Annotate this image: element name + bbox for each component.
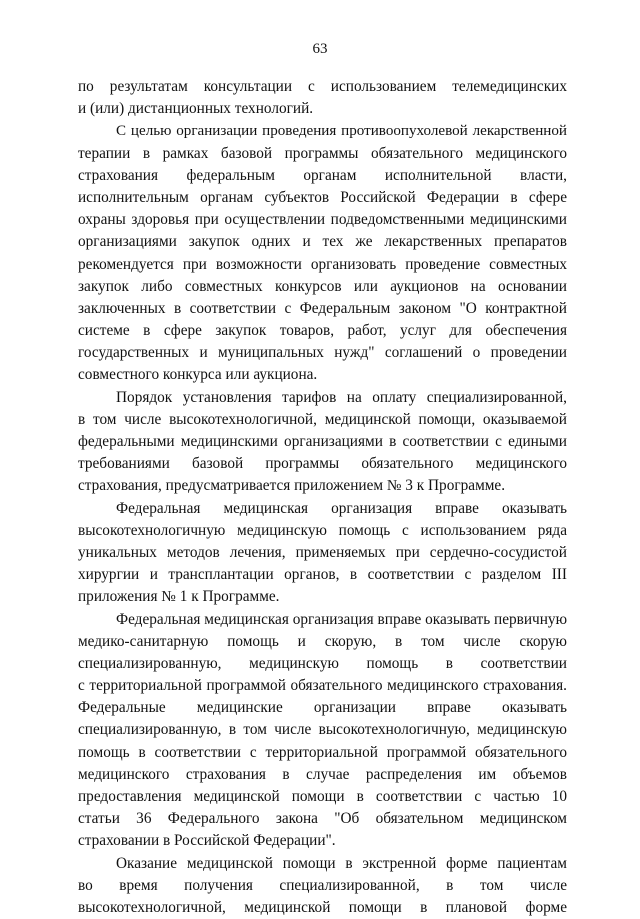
text-line: хирургии и трансплантации органов, в соответствии с разделом III bbox=[78, 566, 567, 584]
text-line: специализированную, в том числе высокотехнологичную, медицинскую bbox=[78, 721, 567, 739]
text-line: приложения № 1 к Программе. bbox=[78, 588, 280, 606]
page-number: 63 bbox=[312, 41, 328, 57]
text-line: охраны здоровья при осуществлении подведомственными медицинскими bbox=[78, 211, 567, 229]
text-line: закупок либо совместных конкурсов или аукционов на основании bbox=[78, 277, 567, 295]
text-line: Порядок установления тарифов на оплату специализированной, bbox=[116, 388, 567, 406]
text-line: страховании в Российской Федерации". bbox=[78, 832, 336, 850]
text-line: организациями закупок одних и тех же лекарственных препаратов bbox=[78, 233, 567, 251]
paragraph bbox=[78, 387, 567, 498]
text-line: медицинского страхования в случае распределения им объемов bbox=[78, 765, 567, 783]
text-line: Федеральные медицинские организации вправе оказывать bbox=[78, 699, 567, 717]
text-line: страхования, предусматривается приложением № 3 к Программе. bbox=[78, 477, 506, 495]
text-line: государственных и муниципальных нужд" соглашений о проведении bbox=[78, 344, 567, 362]
text-line: системе в сфере закупок товаров, работ, услуг для обеспечения bbox=[78, 322, 567, 340]
text-line: Оказание медицинской помощи в экстренной форме пациентам bbox=[116, 854, 567, 872]
paragraph bbox=[78, 76, 567, 120]
text-line: статьи 36 Федерального закона "Об обязательном медицинском bbox=[78, 810, 567, 828]
text-line: во время получения специализированной, в том числе bbox=[78, 876, 567, 894]
text-line: Федеральная медицинская организация вправе оказывать bbox=[116, 499, 567, 517]
text-line: высокотехнологичную медицинскую помощь с использованием ряда bbox=[78, 521, 567, 539]
text-line: терапии в рамках базовой программы обязательного медицинского bbox=[78, 144, 567, 162]
text-line: медико-санитарную помощь и скорую, в том числе скорую bbox=[78, 632, 567, 650]
document-body bbox=[78, 76, 567, 919]
text-line: по результатам консультации с использованием телемедицинских bbox=[78, 78, 567, 95]
text-line: совместного конкурса или аукциона. bbox=[78, 366, 318, 384]
text-line: предоставления медицинской помощи в соответствии с частью 10 bbox=[78, 788, 567, 805]
text-line: С целью организации проведения противоопухолевой лекарственной bbox=[116, 123, 567, 140]
text-line: в том числе высокотехнологичной, медицинской помощи, оказываемой bbox=[78, 410, 567, 428]
text-line: помощь в соответствии с территориальной программой обязательного bbox=[78, 743, 567, 761]
text-line: страхования федеральным органам исполнительной власти, bbox=[78, 166, 567, 184]
paragraph bbox=[78, 609, 567, 853]
text-line: Федеральная медицинская организация вправе оказывать первичную bbox=[116, 610, 567, 628]
paragraph bbox=[78, 120, 567, 386]
text-line: исполнительным органам субъектов Российской Федерации в сфере bbox=[78, 188, 567, 206]
text-line: уникальных методов лечения, применяемых при сердечно-сосудистой bbox=[78, 543, 567, 561]
text-line: требованиями базовой программы обязательного медицинского bbox=[78, 455, 567, 473]
text-line: и (или) дистанционных технологий. bbox=[78, 100, 314, 118]
text-line: рекомендуется при возможности организовать проведение совместных bbox=[78, 255, 567, 273]
text-line: с территориальной программой обязательного медицинского страхования. bbox=[78, 677, 567, 695]
text-line: высокотехнологичной, медицинской помощи в плановой форме bbox=[78, 898, 567, 916]
text-line: заключенных в соответствии с Федеральным законом "О контрактной bbox=[78, 299, 567, 317]
text-line: специализированную, медицинскую помощь в соответствии bbox=[78, 654, 567, 672]
paragraph bbox=[78, 498, 567, 609]
paragraph bbox=[78, 853, 567, 919]
text-line: федеральными медицинскими организациями в соответствии с едиными bbox=[78, 433, 567, 450]
